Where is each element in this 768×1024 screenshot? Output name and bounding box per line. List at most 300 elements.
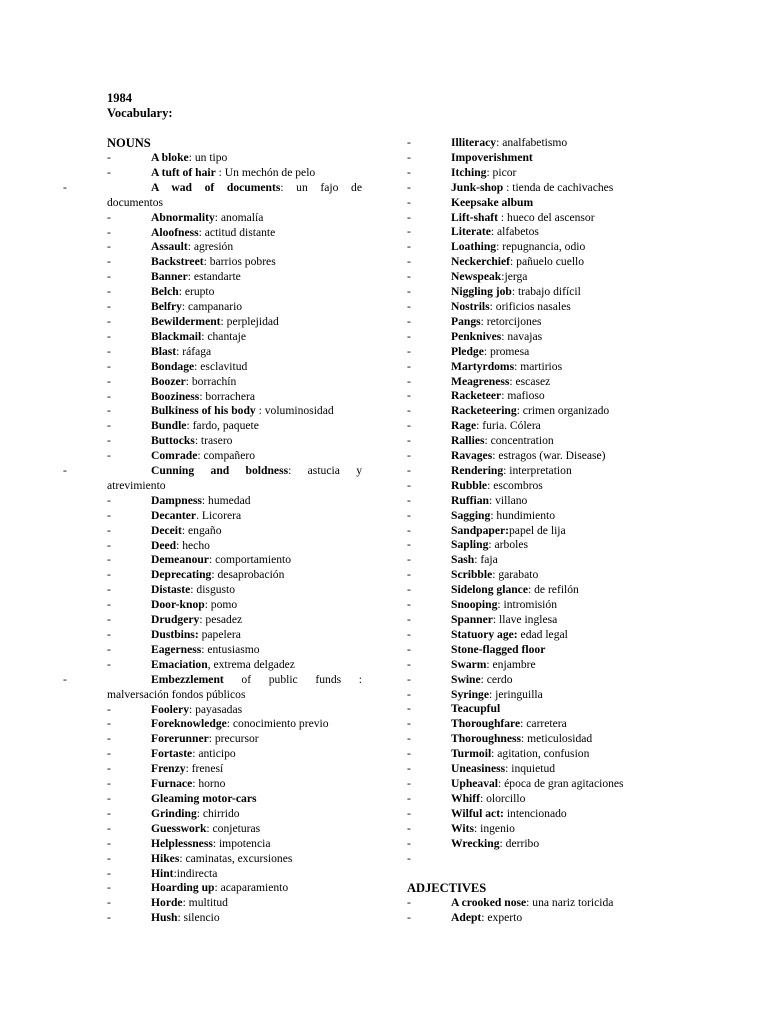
vocab-term: Backstreet — [151, 255, 204, 269]
bullet-dash: - — [107, 240, 111, 254]
vocab-term: Frenzy — [151, 762, 186, 776]
vocab-definition: : ráfaga — [176, 344, 212, 358]
left-column — [63, 136, 362, 926]
vocab-entry — [107, 494, 362, 509]
vocab-definition: : analfabetismo — [496, 136, 568, 149]
vocab-entry — [407, 643, 647, 658]
vocab-definition: : acaparamiento — [214, 881, 289, 895]
vocab-term: Scribble — [451, 568, 493, 582]
vocab-term: Swine — [451, 672, 481, 686]
vocab-definition: : carretera — [520, 717, 567, 731]
vocab-definition: : furia. Cólera — [476, 419, 541, 433]
vocab-entry — [107, 762, 362, 777]
vocab-entry — [107, 390, 362, 405]
bullet-dash: - — [407, 762, 411, 776]
bullet-dash: - — [407, 791, 411, 805]
bullet-dash: - — [407, 299, 411, 313]
vocab-entry — [107, 255, 362, 270]
vocab-definition: , extrema delgadez — [207, 657, 295, 671]
vocab-term: Door-knop — [151, 598, 205, 612]
vocab-entry — [107, 419, 362, 434]
vocab-term: Ruffian — [451, 493, 490, 507]
vocab-definition: : cerdo — [480, 672, 513, 686]
bullet-dash: - — [407, 568, 411, 582]
bullet-dash: - — [407, 613, 411, 626]
vocab-definition: . Licorera — [196, 508, 242, 522]
vocab-entry — [407, 136, 647, 151]
vocab-term: Junk-shop — [451, 180, 504, 194]
vocab-term: Deprecating — [151, 568, 212, 582]
vocab-term: Bondage — [151, 359, 195, 373]
vocab-definition: : payasadas — [189, 702, 243, 716]
vocab-entry-line — [63, 180, 362, 196]
vocab-term: Bundle — [151, 419, 187, 433]
bullet-dash: - — [107, 777, 111, 791]
vocab-entry — [107, 643, 362, 658]
bullet-dash: - — [407, 404, 411, 418]
vocab-definition: : crimen organizado — [516, 404, 610, 418]
vocab-entry — [407, 568, 647, 583]
bullet-dash: - — [407, 642, 411, 656]
vocab-term: Sidelong glance — [451, 583, 528, 597]
vocab-definition: : tienda de cachivaches — [503, 180, 614, 194]
bullet-dash: - — [107, 806, 111, 820]
vocab-definition: : picor — [486, 165, 517, 179]
vocab-definition: : escombros — [487, 478, 543, 492]
bullet-dash: - — [107, 538, 111, 552]
vocab-term: Pledge — [451, 344, 484, 358]
vocab-term: Turmoil — [451, 747, 492, 761]
bullet-dash: - — [107, 508, 111, 522]
vocab-definition: : arboles — [488, 538, 528, 552]
vocab-entry — [407, 792, 647, 807]
bullet-dash: - — [407, 672, 411, 686]
vocab-term: Rage — [451, 419, 477, 433]
bullet-dash: - — [407, 225, 411, 239]
vocab-definition: : estragos (war. Disease) — [492, 449, 606, 463]
nouns-list-continued — [407, 136, 647, 866]
vocab-entry — [407, 553, 647, 568]
vocab-definition: : hueco del ascensor — [498, 210, 595, 224]
vocab-term: A wad of documents — [151, 180, 281, 194]
vocab-term: Impoverishment — [451, 150, 533, 164]
vocab-definition: papelera — [198, 628, 241, 641]
vocab-definition: : compañero — [197, 449, 255, 463]
bullet-dash: - — [407, 523, 411, 537]
vocab-definition: : silencio — [177, 911, 220, 925]
vocab-entry — [407, 628, 647, 643]
vocab-term: Aloofness — [151, 225, 199, 239]
bullet-dash: - — [107, 210, 111, 224]
vocab-term: Keepsake album — [451, 195, 534, 209]
bullet-dash: - — [407, 449, 411, 463]
bullet-dash: - — [107, 911, 111, 925]
bullet-dash: - — [107, 314, 111, 328]
bullet-dash: - — [407, 776, 411, 790]
vocab-entry — [407, 389, 647, 404]
bullet-dash: - — [107, 270, 111, 284]
vocab-entry — [407, 538, 647, 553]
vocab-entry — [407, 658, 647, 673]
bullet-dash: - — [407, 657, 411, 671]
vocab-entry-line — [63, 464, 362, 479]
vocab-entry — [407, 434, 647, 449]
bullet-dash: - — [407, 344, 411, 358]
vocab-term: Bewilderment — [151, 314, 221, 328]
bullet-dash: - — [407, 806, 411, 820]
vocab-entry — [407, 762, 647, 777]
bullet-dash: - — [107, 389, 111, 403]
vocab-entry — [63, 672, 362, 703]
vocab-term: Thoroughfare — [451, 717, 521, 731]
vocab-term: A bloke — [151, 151, 189, 164]
bullet-dash: - — [407, 583, 411, 597]
vocab-entry — [107, 509, 362, 524]
vocab-definition: : agitation, confusion — [491, 747, 590, 761]
vocab-entry — [407, 375, 647, 390]
bullet-dash: - — [407, 851, 411, 865]
vocab-entry — [407, 404, 647, 419]
bullet-dash: - — [407, 419, 411, 433]
vocab-term: Sapling — [451, 538, 489, 552]
bullet-dash: - — [107, 449, 111, 463]
vocab-definition: : promesa — [483, 344, 530, 358]
vocab-entry — [407, 911, 647, 926]
vocab-entry — [407, 196, 647, 211]
vocab-term: Literate — [451, 225, 491, 239]
vocab-definition: edad legal — [517, 627, 568, 641]
bullet-dash: - — [107, 791, 111, 805]
vocab-definition: : perplejidad — [220, 314, 279, 328]
vocab-definition: : voluminosidad — [255, 404, 334, 418]
bullet-dash: - — [107, 866, 111, 880]
vocab-entry — [107, 449, 362, 464]
vocab-term: Foolery — [151, 702, 189, 716]
vocab-entry — [407, 509, 647, 524]
vocab-term: Belfry — [151, 300, 182, 314]
vocab-definition: : fardo, paquete — [186, 419, 259, 433]
vocab-definition: : estandarte — [187, 270, 241, 284]
vocab-entry — [407, 419, 647, 434]
vocab-term: Syringe — [451, 687, 490, 701]
bullet-dash: - — [407, 136, 411, 149]
vocab-term: Rallies — [451, 434, 485, 448]
bullet-dash: - — [107, 613, 111, 627]
bullet-dash: - — [407, 478, 411, 492]
adjectives-list — [407, 896, 647, 926]
vocab-entry — [107, 792, 362, 807]
vocab-entry — [407, 300, 647, 315]
vocab-definition: : repugnancia, odio — [496, 240, 586, 254]
vocab-definition: : humedad — [201, 493, 251, 507]
vocab-entry — [407, 330, 647, 345]
bullet-dash: - — [107, 747, 111, 761]
vocab-term: Eagerness — [151, 642, 202, 656]
vocab-term: Sagging — [451, 508, 491, 522]
bullet-dash: - — [107, 598, 111, 612]
vocab-term: Spanner — [451, 613, 493, 626]
vocab-definition: : un fajo de — [280, 180, 362, 194]
vocab-definition: : agresión — [187, 240, 234, 254]
vocab-entry — [107, 285, 362, 300]
vocab-entry — [107, 747, 362, 762]
bullet-dash: - — [407, 270, 411, 284]
vocab-term: Meagreness — [451, 374, 510, 388]
bullet-dash: - — [107, 836, 111, 850]
vocab-definition: intencionado — [503, 806, 567, 820]
vocab-term: Racketeering — [451, 404, 517, 418]
vocab-entry — [407, 598, 647, 613]
bullet-dash: - — [107, 165, 111, 179]
bullet-dash: - — [407, 836, 411, 850]
vocab-definition: : conocimiento previo — [226, 717, 329, 731]
vocab-entry — [107, 166, 362, 181]
vocab-definition: : pomo — [204, 598, 238, 612]
vocab-entry — [107, 345, 362, 360]
vocab-definition: : disgusto — [190, 583, 236, 597]
vocab-entry — [407, 315, 647, 330]
vocab-definition: : pañuelo cuello — [510, 255, 585, 269]
vocab-term: Neckerchief — [451, 255, 511, 269]
bullet-dash: - — [407, 285, 411, 299]
vocab-term: Teacupful — [451, 702, 501, 716]
bullet-dash: - — [407, 180, 411, 194]
vocab-entry — [407, 494, 647, 509]
vocab-term: Dampness — [151, 493, 202, 507]
vocab-definition: : mafioso — [501, 389, 545, 403]
vocab-term: Itching — [451, 165, 487, 179]
vocab-definition: :indirecta — [173, 866, 218, 880]
section-gap — [407, 866, 647, 881]
vocab-definition: : erupto — [178, 285, 215, 299]
vocab-definition: : conjeturas — [206, 821, 261, 835]
bullet-dash: - — [107, 374, 111, 388]
vocab-entry — [107, 151, 362, 166]
vocab-entry — [107, 911, 362, 926]
vocab-entry — [107, 568, 362, 583]
vocab-term: Bulkiness of his body — [151, 404, 256, 418]
vocab-entry — [107, 613, 362, 628]
bullet-dash: - — [63, 672, 67, 686]
vocab-definition: : chantaje — [201, 329, 246, 343]
bullet-dash: - — [107, 702, 111, 716]
vocab-definition: : meticulosidad — [521, 732, 593, 746]
vocab-definition: : Un mechón de pelo — [215, 165, 316, 179]
vocab-entry — [107, 375, 362, 390]
bullet-dash: - — [407, 493, 411, 507]
vocab-definition: : borrachera — [199, 389, 255, 403]
vocab-definition-continued: atrevimiento — [107, 478, 166, 492]
bullet-dash: - — [107, 523, 111, 537]
vocab-definition: : interpretation — [503, 463, 572, 477]
vocab-term: Forerunner — [151, 732, 209, 746]
vocab-definition: : trabajo difícil — [511, 285, 581, 299]
vocab-term: Niggling job — [451, 285, 512, 299]
vocab-definition: : barrios pobres — [203, 255, 276, 269]
vocab-definition: of public funds : — [223, 672, 362, 686]
vocab-term: Snooping — [451, 598, 498, 612]
vocab-term: Drudgery — [151, 613, 200, 627]
vocab-entry — [407, 345, 647, 360]
adjectives-heading: ADJECTIVES — [407, 881, 487, 896]
bullet-dash: - — [107, 419, 111, 433]
bullet-dash: - — [407, 329, 411, 343]
vocab-term: Adept — [451, 911, 482, 925]
vocab-term: Guesswork — [151, 821, 207, 835]
vocab-entry — [407, 166, 647, 181]
vocab-term: Wits — [451, 821, 474, 835]
bullet-dash: - — [407, 434, 411, 448]
vocab-definition: : navajas — [501, 329, 543, 343]
vocab-term: Thoroughness — [451, 732, 522, 746]
vocab-term: Upheaval — [451, 776, 499, 790]
vocab-definition: :jerga — [501, 270, 528, 284]
vocab-term: Hint — [151, 866, 174, 880]
vocab-definition: : esclavitud — [194, 359, 248, 373]
bullet-dash: - — [407, 359, 411, 373]
vocab-entry — [107, 226, 362, 241]
vocab-term: Lift-shaft — [451, 210, 499, 224]
bullet-dash: - — [107, 255, 111, 269]
vocab-term: Blackmail — [151, 329, 202, 343]
vocab-term: Nostrils — [451, 299, 490, 313]
bullet-dash: - — [107, 344, 111, 358]
vocab-entry — [107, 404, 362, 419]
vocab-entry — [107, 270, 362, 285]
vocab-definition: : época de gran agitaciones — [498, 776, 624, 790]
bullet-dash: - — [407, 627, 411, 641]
vocab-definition: : campanario — [181, 300, 243, 314]
vocab-entry — [107, 807, 362, 822]
vocab-entry — [407, 896, 647, 911]
bullet-dash: - — [107, 300, 111, 314]
vocab-entry — [107, 434, 362, 449]
bullet-dash: - — [407, 896, 411, 910]
vocab-definition: : multitud — [182, 896, 228, 910]
vocab-term: Distaste — [151, 583, 191, 597]
vocab-definition: papel de lija — [509, 523, 566, 537]
vocab-definition: : chirrido — [196, 806, 240, 820]
vocab-entry — [107, 553, 362, 568]
vocab-entry — [407, 240, 647, 255]
bullet-dash: - — [407, 747, 411, 761]
bullet-dash: - — [407, 598, 411, 612]
vocab-term: Embezzlement — [151, 672, 224, 686]
vocab-definition: : caminatas, excursiones — [179, 851, 293, 865]
vocab-entry — [407, 211, 647, 226]
vocab-definition: : desaprobación — [211, 568, 285, 582]
vocab-entry — [407, 255, 647, 270]
vocab-definition: : precursor — [208, 732, 259, 746]
vocab-term: Comrade — [151, 449, 198, 463]
bullet-dash: - — [107, 762, 111, 776]
vocab-entry — [107, 628, 362, 643]
vocab-entry — [407, 688, 647, 703]
vocab-definition: : una nariz toricida — [526, 896, 614, 910]
vocab-term: Deceit — [151, 523, 182, 537]
vocab-term: Swarm — [451, 657, 487, 671]
vocab-entry — [407, 181, 647, 196]
vocab-term: Wilful act: — [451, 806, 504, 820]
vocab-term: Rendering — [451, 463, 504, 477]
vocab-entry — [407, 747, 647, 762]
bullet-dash: - — [407, 821, 411, 835]
vocab-definition: : trasero — [194, 434, 233, 448]
vocab-entry — [107, 583, 362, 598]
vocab-definition: : escasez — [509, 374, 551, 388]
vocab-term: Buttocks — [151, 434, 195, 448]
bullet-dash: - — [107, 434, 111, 448]
bullet-dash: - — [107, 657, 111, 671]
bullet-dash: - — [407, 314, 411, 328]
vocab-entry — [107, 315, 362, 330]
vocab-definition: : un tipo — [188, 151, 228, 164]
vocab-entry — [407, 360, 647, 375]
vocab-definition: : comportamiento — [208, 553, 292, 567]
vocab-term: Martyrdoms — [451, 359, 515, 373]
document-subtitle: Vocabulary: — [107, 106, 173, 120]
vocab-entry — [107, 360, 362, 375]
vocab-definition: : de refilón — [527, 583, 579, 597]
vocab-entry — [407, 613, 647, 628]
vocab-entry — [407, 270, 647, 285]
vocab-entry — [107, 837, 362, 852]
vocab-entry — [407, 852, 647, 867]
bullet-dash: - — [407, 911, 411, 925]
vocab-term: Abnormality — [151, 210, 215, 224]
vocab-definition: : martirios — [514, 359, 563, 373]
vocab-entry — [107, 717, 362, 732]
nouns-list — [63, 151, 362, 926]
vocab-term: Helplessness — [151, 836, 213, 850]
vocab-term: Hush — [151, 911, 178, 925]
vocab-term: Belch — [151, 285, 179, 299]
bullet-dash: - — [407, 195, 411, 209]
vocab-term: Foreknowledge — [151, 717, 227, 731]
bullet-dash: - — [407, 717, 411, 731]
vocab-term: Dustbins: — [151, 628, 199, 641]
vocab-term: Boozer — [151, 374, 186, 388]
bullet-dash: - — [407, 702, 411, 716]
vocab-definition: : inquietud — [505, 762, 556, 776]
vocab-term: Whiff — [451, 791, 480, 805]
vocab-definition: : frenesí — [185, 762, 224, 776]
bullet-dash: - — [107, 151, 111, 164]
bullet-dash: - — [407, 389, 411, 403]
vocab-definition: : entusiasmo — [201, 642, 260, 656]
vocab-entry — [107, 300, 362, 315]
vocab-entry — [107, 240, 362, 255]
vocab-term: Demeanour — [151, 553, 209, 567]
vocab-definition: : pesadez — [199, 613, 243, 627]
bullet-dash: - — [107, 732, 111, 746]
vocab-term: Uneasiness — [451, 762, 506, 776]
vocab-term: Decanter — [151, 508, 197, 522]
vocab-definition: : enjambre — [486, 657, 536, 671]
vocab-term: Fortaste — [151, 747, 193, 761]
vocab-entry — [63, 464, 362, 494]
vocab-term: Ravages — [451, 449, 493, 463]
vocab-term: Hikes — [151, 851, 180, 865]
nouns-heading: NOUNS — [107, 136, 151, 150]
bullet-dash: - — [407, 508, 411, 522]
bullet-dash: - — [107, 881, 111, 895]
bullet-dash: - — [407, 732, 411, 746]
vocab-definition: : ingenio — [473, 821, 515, 835]
vocab-entry — [407, 732, 647, 747]
vocab-definition: : faja — [474, 553, 498, 567]
vocab-term: Loathing — [451, 240, 497, 254]
